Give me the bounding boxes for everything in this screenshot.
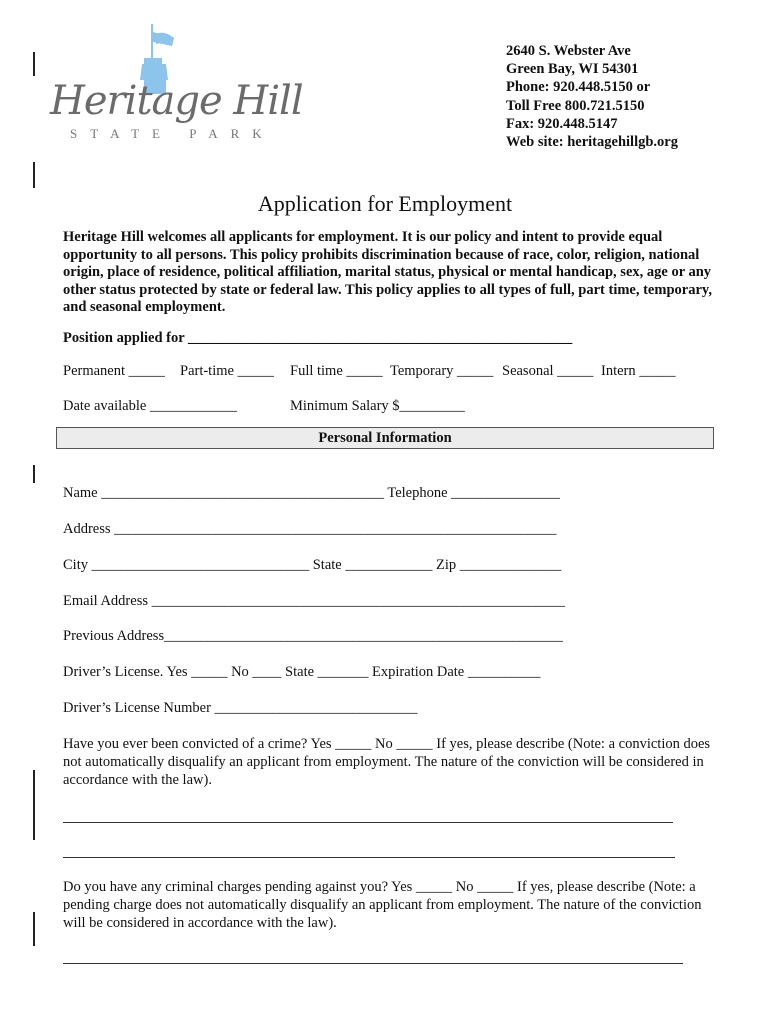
part-time-field[interactable]: Part-time _____ <box>180 363 274 379</box>
contact-address-block <box>506 42 678 151</box>
permanent-field[interactable]: Permanent _____ <box>63 363 165 379</box>
section-personal-information: Personal Information <box>56 427 714 449</box>
address-line: 2640 S. Webster Ave <box>506 43 631 59</box>
drivers-license-field[interactable]: Driver’s License. Yes _____ No ____ State _______ Expiration Date __________ <box>63 664 541 680</box>
name-telephone-field[interactable]: Name _______________________________________ Telephone _______________ <box>63 485 560 501</box>
conviction-answer-line[interactable] <box>63 822 673 823</box>
margin-mark <box>33 912 35 946</box>
full-time-field[interactable]: Full time _____ <box>290 363 383 379</box>
minimum-salary-field[interactable]: Minimum Salary $_________ <box>290 398 465 414</box>
address-field[interactable]: Address _____________________________________________________________ <box>63 521 557 537</box>
seasonal-field[interactable]: Seasonal _____ <box>502 363 594 379</box>
page-title: Application for Employment <box>257 191 513 216</box>
city-state-zip-field[interactable]: City ______________________________ State ____________ Zip ______________ <box>63 557 562 573</box>
address-line: Green Bay, WI 54301 <box>506 61 639 78</box>
temporary-field[interactable]: Temporary _____ <box>390 363 494 379</box>
conviction-question: Have you ever been convicted of a crime? Yes _____ No _____ If yes, please describe (Note: a conviction does not automatically disqualify an applicant from employment. The nature of the conviction will be considered in accordance with the law). <box>63 736 711 788</box>
previous-address-field[interactable]: Previous Address_______________________________________________________ <box>63 628 563 644</box>
equal-opportunity-statement: Heritage Hill welcomes all applicants for employment. It is our policy and intent to provide equal opportunity to all persons. This policy prohibits discrimination because of race, color, religion, national origin, place of residence, political affiliation, marital status, physical or mental handicap, sex, age or any other status protected by state or federal law. This policy applies to all types of full, part time, temporary, and seasonal employment. <box>63 229 712 316</box>
pending-charges-question: Do you have any criminal charges pending against you? Yes _____ No _____ If yes, please describe (Note: a pending charge does not automatically disqualify an applicant from employment. The nature of the conviction will be considered in accordance with the law). <box>63 879 702 931</box>
margin-mark <box>33 465 35 483</box>
phone-line: Phone: 920.448.5150 or <box>506 79 651 96</box>
logo-subtitle: STATE PARK <box>70 126 275 141</box>
website-line: Web site: heritagehillgb.org <box>506 134 678 151</box>
logo-name: Heritage Hill <box>50 78 303 124</box>
toll-free-line: Toll Free 800.721.5150 <box>506 97 645 114</box>
heritage-hill-logo <box>44 20 303 145</box>
date-available-field[interactable]: Date available ____________ <box>63 398 237 414</box>
margin-mark <box>33 770 35 840</box>
drivers-license-number-field[interactable]: Driver’s License Number ____________________________ <box>63 700 418 716</box>
email-address-field[interactable]: Email Address _________________________________________________________ <box>63 593 565 609</box>
margin-mark <box>33 162 35 188</box>
margin-mark <box>33 52 35 76</box>
position-applied-field[interactable]: Position applied for _____________________________________________________ <box>63 330 573 346</box>
conviction-answer-line[interactable] <box>63 857 675 858</box>
pending-charges-answer-line[interactable] <box>63 963 683 964</box>
intern-field[interactable]: Intern _____ <box>601 363 676 379</box>
fax-line: Fax: 920.448.5147 <box>506 115 618 132</box>
